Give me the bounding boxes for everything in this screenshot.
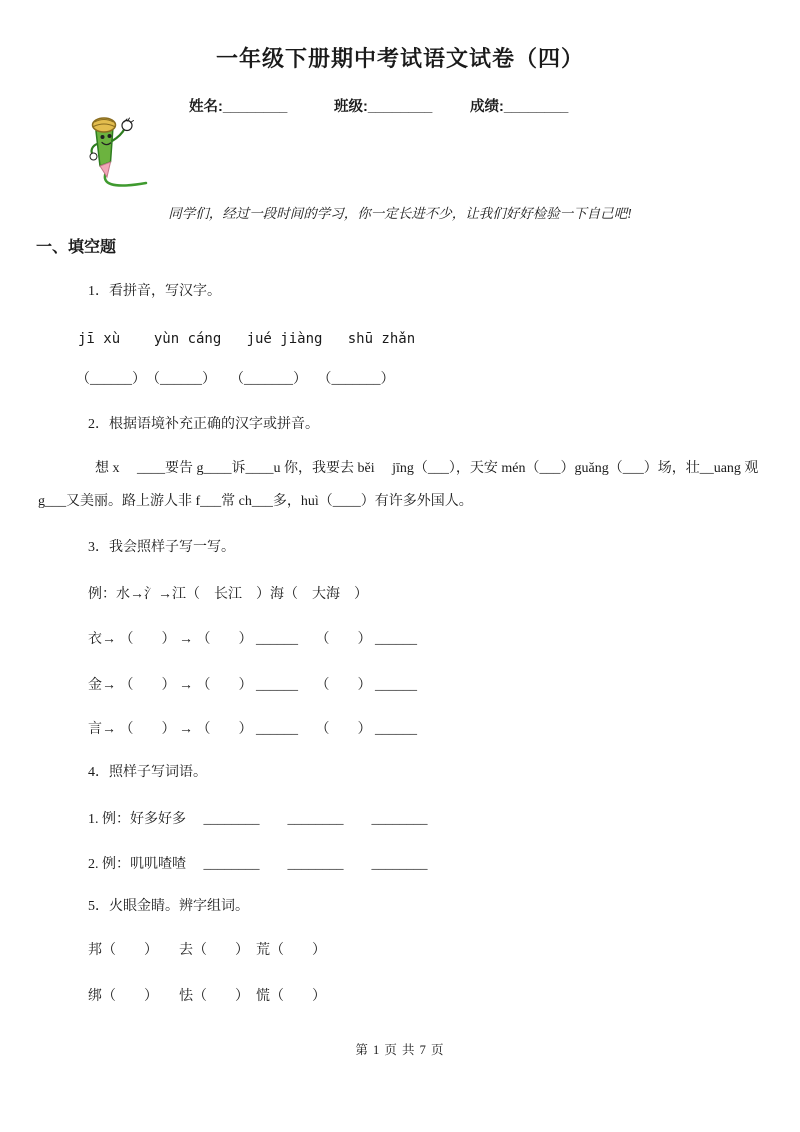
q1-answer-blanks-row: （______） （______） （_______） （_______） xyxy=(76,372,395,387)
section-one-heading: 一、填空题 xyxy=(36,239,117,256)
q3-row-yan: 言→ （ ） → （ ） ______ （ ） ______ xyxy=(88,722,417,737)
pencil-cartoon-icon xyxy=(66,110,150,194)
q1-pinyin-row: jī xù yùn cáng jué jiàng shū zhǎn xyxy=(78,331,416,347)
q2-text-line2: g___又美丽。路上游人非 f___常 ch___多，huì（____）有许多外国人。 xyxy=(38,494,473,509)
q4-label: 4．照样子写词语。 xyxy=(88,765,207,780)
q2-text-line1: 想 x ____要告 g____诉____u 你，我要去 běi jīng（___），天安 mén（___）guǎng（___）场，壮__uang 观 xyxy=(95,461,759,476)
q3-label: 3．我会照样子写一写。 xyxy=(88,540,235,555)
q4-row-2: 2. 例：叽叽喳喳 ________ ________ ________ xyxy=(88,857,428,872)
q1-label: 1．看拼音，写汉字。 xyxy=(88,284,221,299)
q4-row-1: 1. 例：好多好多 ________ ________ ________ xyxy=(88,812,428,827)
q3-row-jin: 金→ （ ） → （ ） ______ （ ） ______ xyxy=(88,678,417,693)
name-field: 姓名:________ xyxy=(189,99,288,115)
page-footer: 第 1 页 共 7 页 xyxy=(355,1043,445,1057)
q5-label: 5．火眼金睛。辨字组词。 xyxy=(88,899,249,914)
q3-example: 例：水→氵→江（ 长江 ）海（ 大海 ） xyxy=(88,587,368,602)
score-field: 成绩:________ xyxy=(470,99,569,115)
intro-text: 同学们，经过一段时间的学习，你一定长进不少，让我们好好检验一下自己吧! xyxy=(168,206,632,221)
q2-label: 2．根据语境补充正确的汉字或拼音。 xyxy=(88,417,319,432)
q5-row-2: 绑（ ） 怯（ ） 慌（ ） xyxy=(88,989,326,1004)
q3-row-yi: 衣→ （ ） → （ ） ______ （ ） ______ xyxy=(88,632,417,647)
q5-row-1: 邦（ ） 去（ ） 荒（ ） xyxy=(88,943,326,958)
class-field: 班级:________ xyxy=(334,99,433,115)
exam-title: 一年级下册期中考试语文试卷（四） xyxy=(215,46,584,71)
